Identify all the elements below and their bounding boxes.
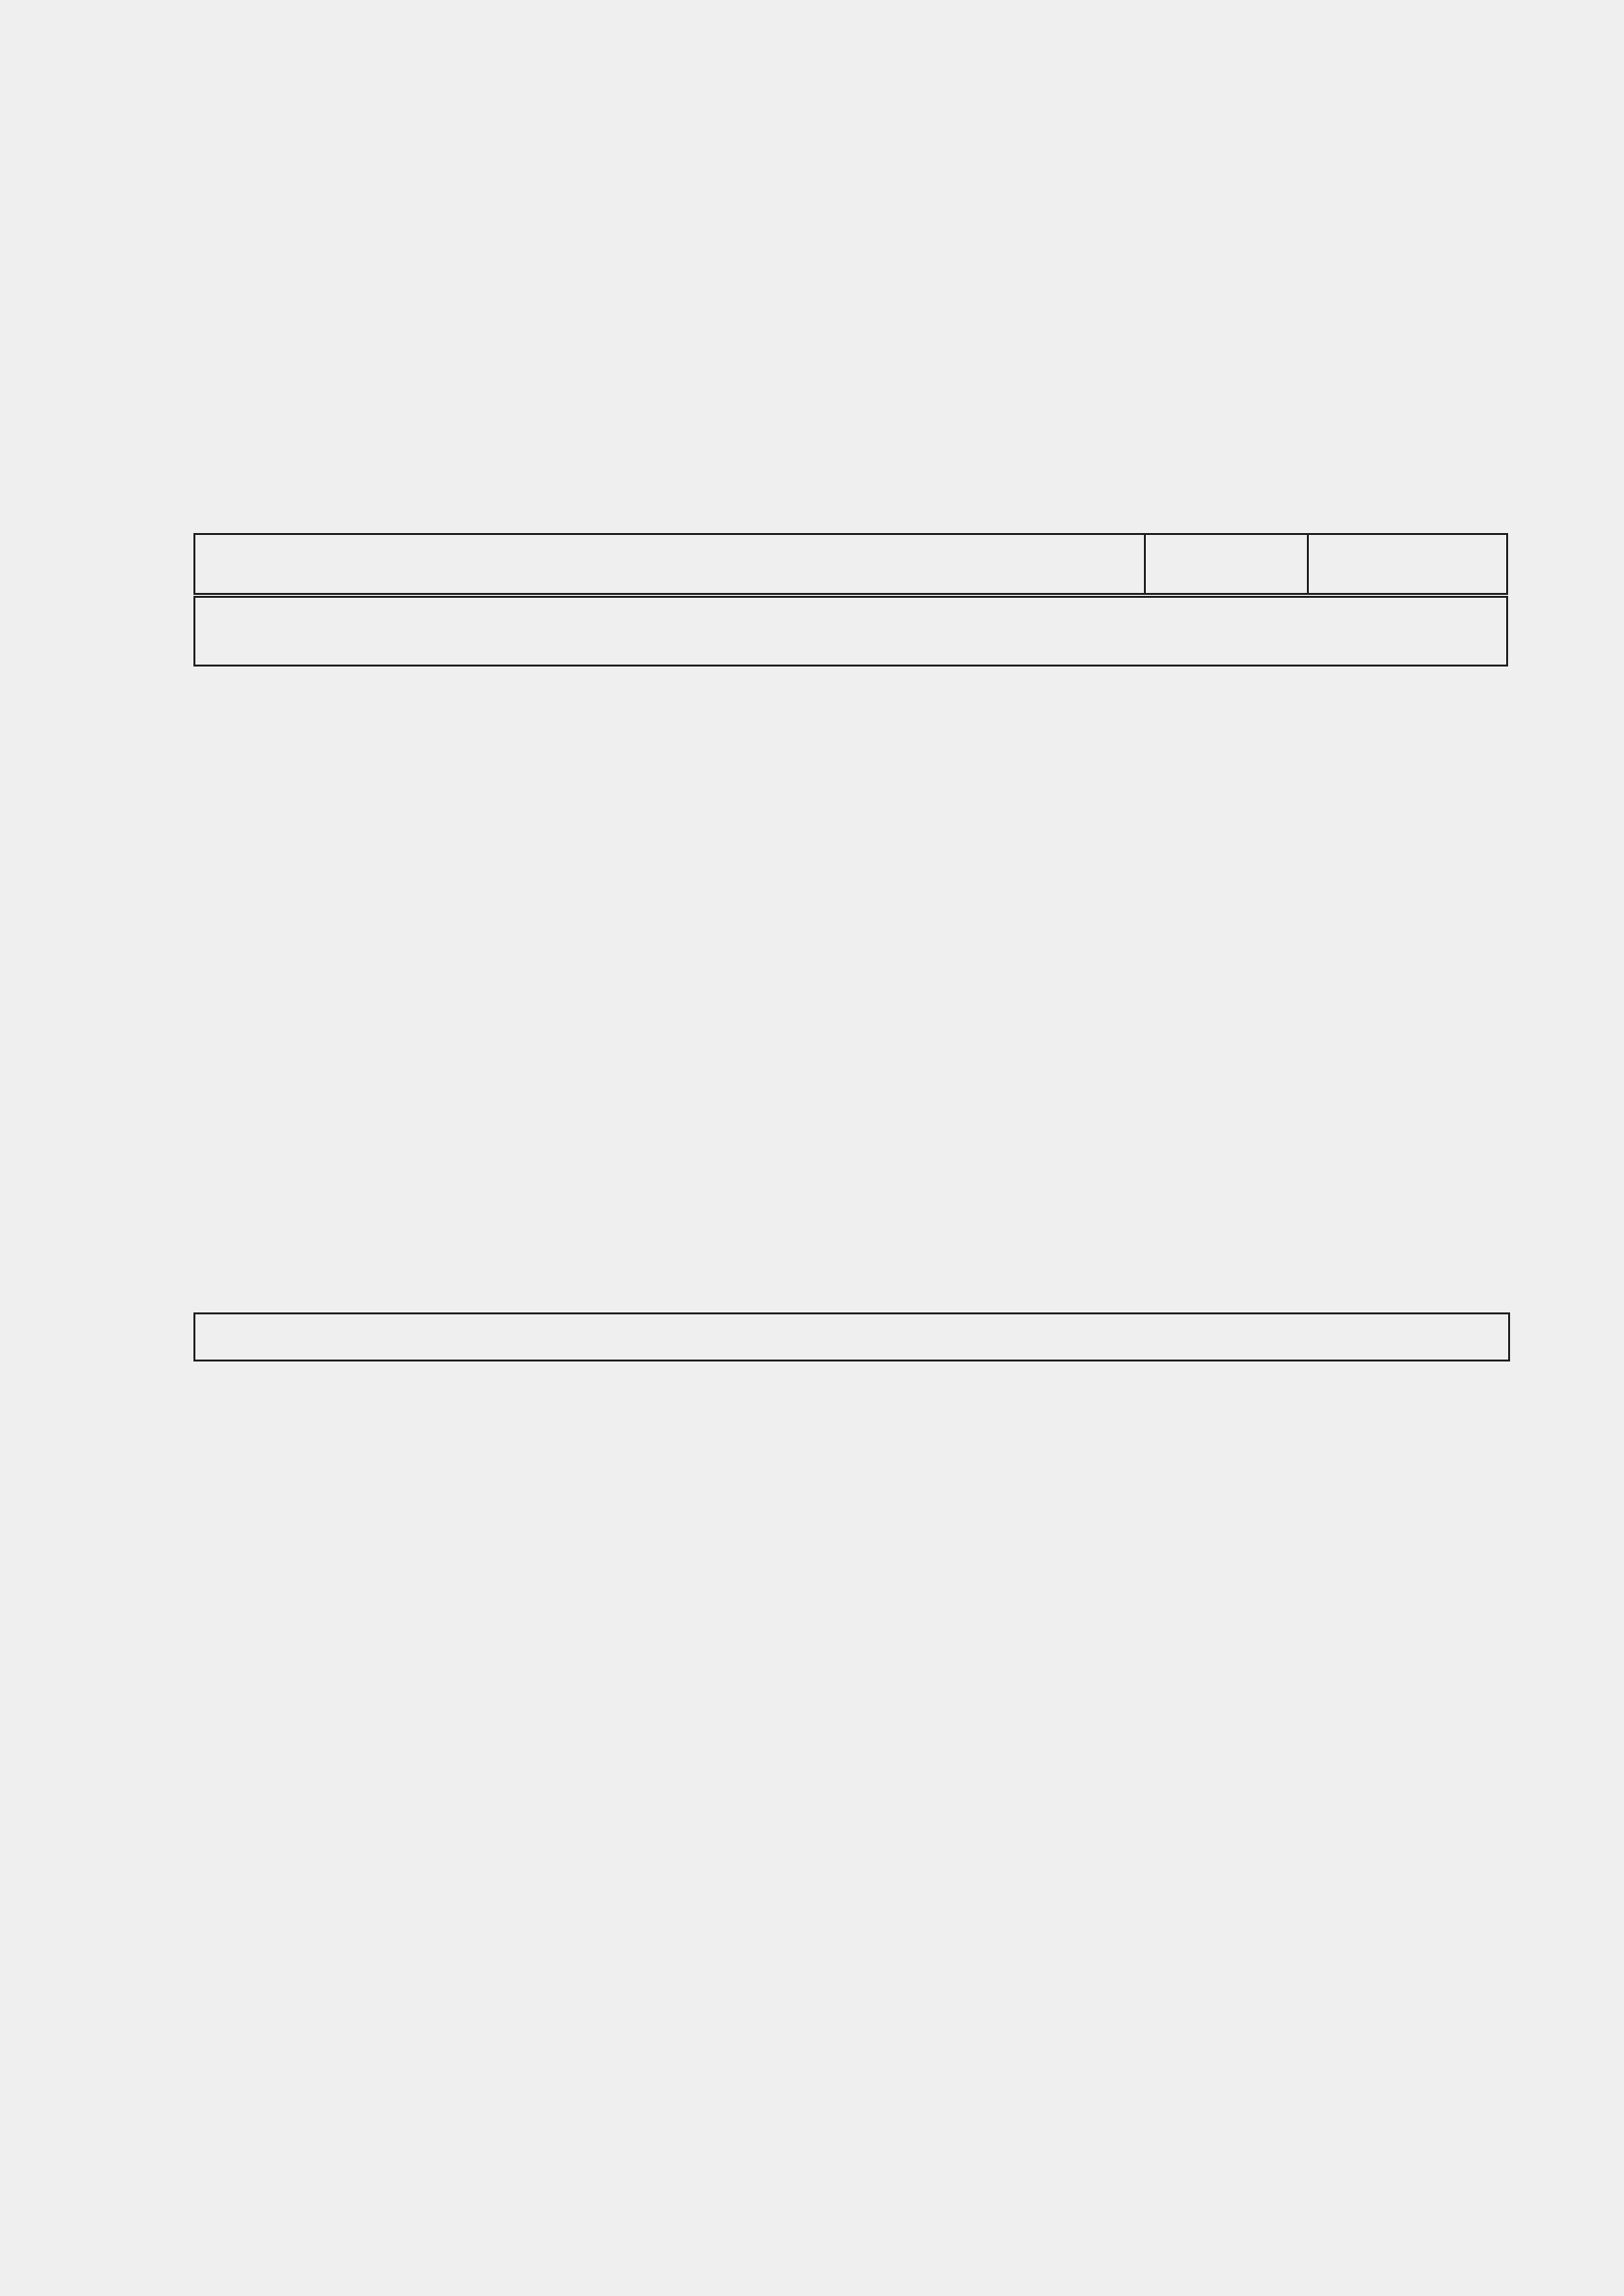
t1-header-name: [194, 534, 1145, 596]
t2-header-temperature: [194, 1313, 1509, 1361]
table1-caption: [192, 450, 1508, 480]
t1-header-symbol: [1145, 534, 1308, 596]
t1-header-unit: [1308, 534, 1507, 596]
table-b2: [193, 1312, 1510, 1362]
table-b1: [193, 533, 1508, 667]
t1-note: [194, 596, 1507, 667]
